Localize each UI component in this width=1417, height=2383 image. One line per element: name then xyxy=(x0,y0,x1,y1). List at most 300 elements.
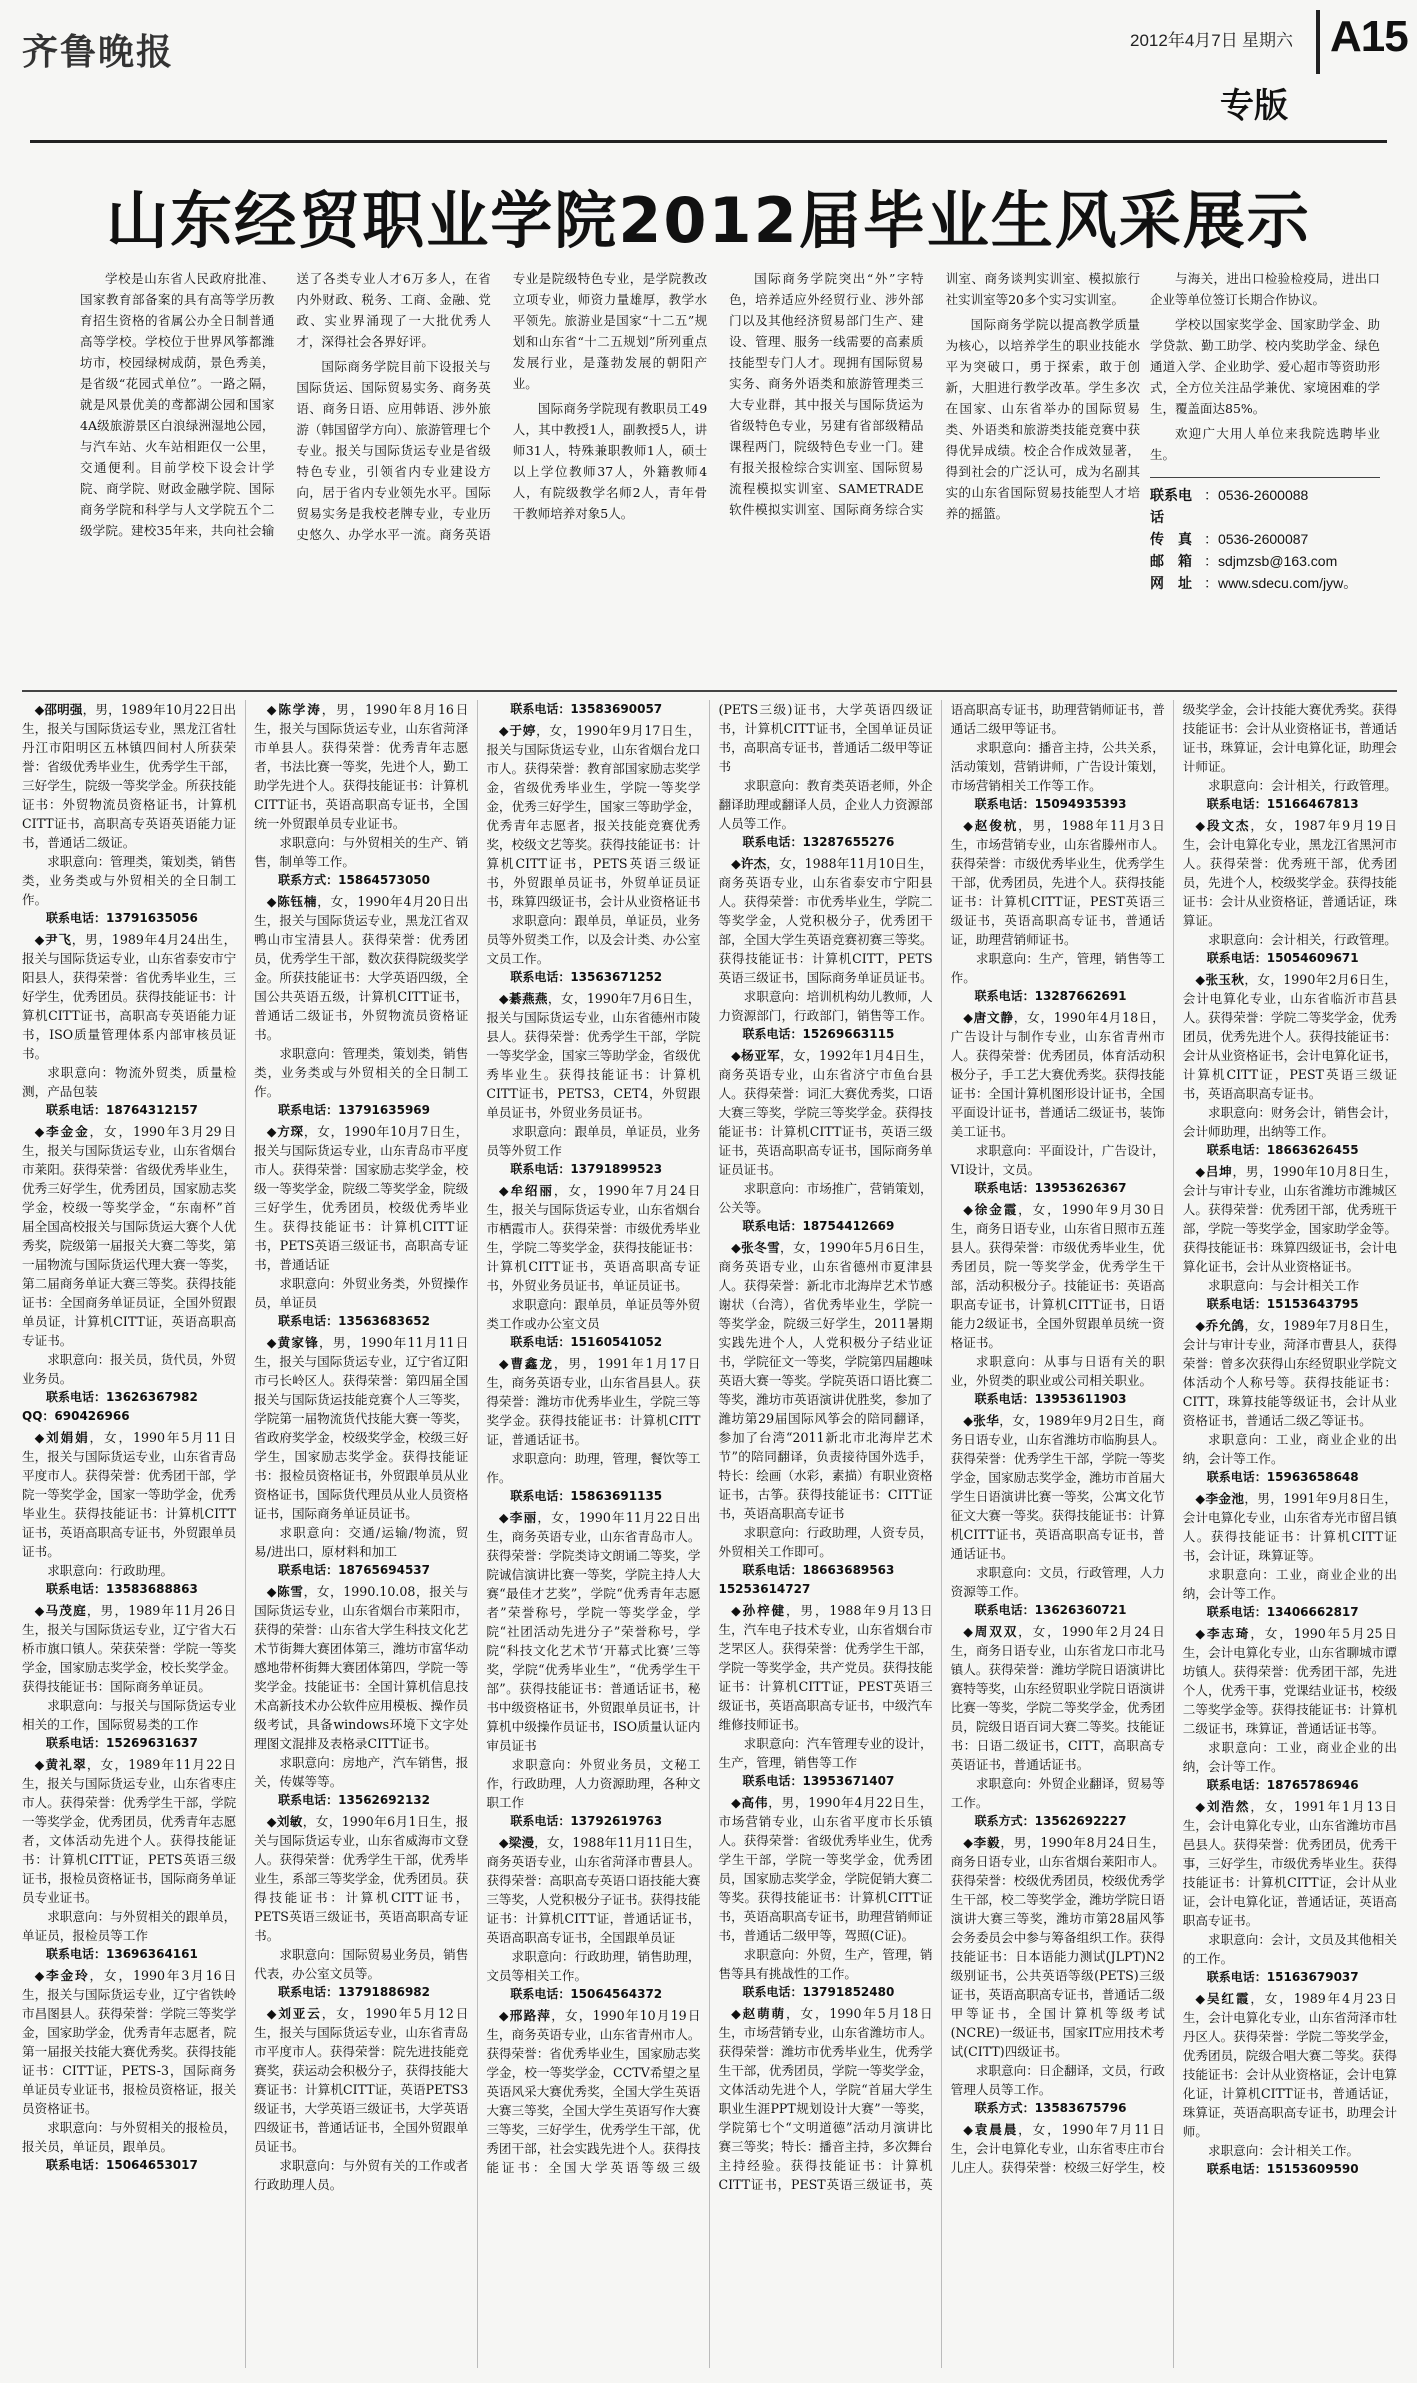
graduate-profile xyxy=(718,1793,932,1945)
graduate-name: 孙梓健 xyxy=(742,1603,787,1618)
graduate-intent: 求职意向：会计，文员及其他相关的工作。 xyxy=(1182,1932,1397,1966)
graduate-entry xyxy=(22,1601,236,1753)
graduate-details: 女，1990年5月12日生，报关与国际货运专业，山东省青岛市平度市人。获得荣誉：院先进技能竞赛奖，获运动会积极分子，获得技能大赛证书：计算机CITT证，英语PETS3级证书，大学英语三级证书，大学英语四级证书，普通话证书，全国外贸跟单员证书。 xyxy=(254,2006,469,2154)
graduate-entry xyxy=(254,1333,468,1580)
graduate-profile xyxy=(718,1238,932,1523)
graduate-phone: 联系电话：15064653017 xyxy=(46,2158,198,2172)
contact-paragraph: 学校以国家奖学金、国家助学金、助学贷款、勤工助学、校内奖助学金、绿色通道入学、企业助学、爱心超市等资助形式，全方位关注品学兼优、家境困难的学生，覆盖面达85%。 xyxy=(1150,317,1380,416)
graduate-name: 梁漫 xyxy=(508,1835,535,1850)
graduate-details: 女，1990年5月18日生，市场营销专业，山东省潍坊市人。获得荣誉：潍坊市优秀毕业生，优秀学生干部，优秀团员，学院一等奖学金，文体活动先进个人，学院“首届大学生职业生涯PPT规划设计大赛”一等奖，学院第七个“文明道德”活动月演讲比赛三等奖；特长：播音主持，多次舞台主持经验。获得技能证书：计算机CITT证书，PEST英语三级证书，英语高职高专证书，助理营销师证书，普通话二级甲等证书。 xyxy=(718,702,1165,2192)
graduate-profile xyxy=(951,1200,1165,1352)
graduate-profile xyxy=(486,1508,700,1755)
graduate-name: 邢路萍 xyxy=(509,2008,552,2023)
separator: ， xyxy=(768,1795,782,1810)
graduate-intent: 求职意向：与外贸相关的报检员，报关员，单证员，跟单员。 xyxy=(22,2120,237,2154)
graduate-details: 女，1988年11月10日生，商务英语专业，山东省泰安市宁阳县人。获得荣誉：市优秀毕业生，学院二等奖学金，人党积极分子，优秀团干部，全国大学生英语竞赛初赛三等奖。获得技能证书：计算机CITT，PETS英语三级证书，国际商务单证员证书。 xyxy=(718,856,933,985)
graduate-bullet: ◆ xyxy=(731,1048,742,1063)
graduate-details: 男，1989年10月22日出生，报关与国际货运专业，黑龙江省牡丹江市阳明区五林镇四间村人所获荣誉：省级优秀毕业生，优秀学生干部，三好学生，院级一等奖学金。所获技能证书：外贸物流员资格证书，计算机CITT证书，高职高专英语英语能力证书，普通话二级证。 xyxy=(22,702,237,850)
graduate-name: 黄家锋 xyxy=(277,1335,320,1350)
graduate-phone: 联系电话：13563683652 xyxy=(278,1314,431,1328)
graduate-intent: 求职意向：工业，商业企业的出纳，会计等工作。 xyxy=(1182,1432,1397,1466)
graduate-name: 李金池 xyxy=(1205,1491,1245,1506)
graduate-details: 女，1990年6月1日生，报关与国际货运专业，山东省威海市文登人。获得荣誉：优秀学生干部，优秀毕业生，系部三等奖学金，优秀团员。获得技能证书：计算机CITT证书，PETS英语三级证书，英语高职高专证书。 xyxy=(254,1814,469,1943)
graduate-intent: 求职意向：会计相关，行政管理。 xyxy=(1207,932,1397,947)
graduate-profile xyxy=(1183,816,1397,930)
graduate-phone: 联系电话：13626360721 xyxy=(974,1603,1127,1617)
graduate-phone: 联系电话：18663689563 15253614727 xyxy=(718,1563,907,1596)
graduate-details: 女，1990年5月25日生，会计电算化专业，山东省聊城市谭坊镇人。获得荣誉：优秀团干部，先进个人，优秀干事，党课结业证书，校级二等奖学金等。获得技能证书：计算机二级证书，珠算证，普通话证书等。 xyxy=(1182,1626,1397,1736)
separator: ， xyxy=(780,1048,794,1063)
graduate-details: 男，1988年9月13日生，汽车电子技术专业，山东省烟台市芝罘区人。获得荣誉：优秀学生干部，学院一等奖学金，共产党员。获得技能证书：计算机CITT证，PEST英语三级证书，英语高职高专证书，中级汽车维修技师证书。 xyxy=(718,1603,933,1732)
graduate-name: 陈学涛 xyxy=(278,702,322,717)
graduate-name: 袁晨晨 xyxy=(974,2122,1019,2137)
graduate-phone: 联系电话：13696364161 xyxy=(46,1947,198,1961)
separator: ， xyxy=(302,1814,316,1829)
graduate-name: 刘浩然 xyxy=(1206,1799,1251,1814)
contact-fax-value: ：0536-2600087 xyxy=(1204,531,1309,547)
graduate-intent: 求职意向：跟单员，单证员，业务员等外贸工作 xyxy=(486,1124,701,1158)
graduate-bullet: ◆ xyxy=(34,1603,46,1618)
issue-weekday: 星期六 xyxy=(1242,31,1293,50)
graduate-name: 唐文静 xyxy=(973,1010,1014,1025)
graduate-bullet: ◆ xyxy=(731,1240,742,1255)
graduate-bullet: ◆ xyxy=(266,2006,279,2021)
graduate-name: 李毅 xyxy=(973,1835,1001,1850)
graduate-profile xyxy=(1183,1624,1397,1738)
graduate-intent: 求职意向：行政助理，人资专员，外贸相关工作即可。 xyxy=(718,1525,933,1559)
graduate-details: 女，1990年11月22日出生，商务英语专业，山东省青岛市人。获得荣誉：学院类诗文朗诵二等奖，学院诚信演讲比赛一等奖，学院主持人大赛“最佳才艺奖”，学院“优秀青年志愿者”荣誉称号，学院一等奖学金，学院“社团活动先进分子”荣誉称号，学院“科技文化艺术节‘开幕式比赛’三等奖，学院“优秀毕业生”，“优秀学生干部”。获得技能证书：普通话证书，秘书中级资格证书，外贸跟单员证书，计算机中级操作员证书，ISO质量认证内审员证书 xyxy=(486,1510,701,1753)
graduate-intent: 求职意向：与外贸相关的生产、销售，制单等工作。 xyxy=(254,835,469,869)
graduate-details: 男，1990年8月24日生，商务日语专业，山东省烟台莱阳市人。获得荣誉：校级优秀团员，校级优秀学生干部，校二等奖学金，潍坊学院日语演讲大赛三等奖，潍坊市第28届风筝会务委员会中参与筹备组织工作。获得技能证书：日本语能力测试(JLPT)N2级别证书，公共英语等级(PETS)三级证书，英语高职高专证书，普通话二级甲等证书，全国计算机等级考试(NCRE)一级证书，国家IT应用技术考试(CITT)四级证书。 xyxy=(950,1835,1165,2059)
graduate-phone: 联系电话：18765694537 xyxy=(278,1563,431,1577)
graduate-details: 女，1988年11月11日生，商务英语专业，山东省菏泽市曹县人。获得荣誉：高职高专英语口语技能大赛三等奖，人党积极分子证书。获得技能证书：计算机CITT证，普通话证书，英语高职高专证书，全国跟单员证 xyxy=(486,1835,701,1945)
graduate-name: 吕坤 xyxy=(1205,1164,1233,1179)
graduate-intent: 求职意向：外贸业务类，外贸操作员，单证员 xyxy=(254,1276,469,1310)
graduate-details: 女，1990年3月16日生，报关与国际货运专业，辽宁省铁岭市昌图县人。获得荣誉：学院三等奖学金，国家助学金，优秀青年志愿者，院第一届报关技能大赛优秀奖。获得技能证书：CITT证，PETS-3，国际商务单证员专业证书，报检员资格证，报关员资格证书。 xyxy=(22,1968,237,2116)
graduate-intent: 求职意向：外贸业务员，文秘工作，行政助理，人力资源助理，各种文职工作 xyxy=(486,1757,701,1810)
graduate-profile xyxy=(951,1833,1165,2061)
graduate-name: 于婷 xyxy=(509,723,537,738)
graduate-intent: 求职意向：工业，商业企业的出纳，会计等工作。 xyxy=(1182,1567,1397,1601)
separator: ， xyxy=(1244,972,1258,987)
graduate-entry xyxy=(486,1833,700,2004)
graduate-entry xyxy=(1183,1624,1397,1795)
graduate-bullet: ◆ xyxy=(963,2122,975,2137)
graduate-profile xyxy=(22,1601,236,1696)
graduate-intent: 求职意向：会计相关，行政管理。 xyxy=(1207,778,1397,793)
graduate-details: 男，1990年10月8日生，会计与审计专业，山东省潍坊市潍城区人。获得荣誉：优秀团干部，优秀班干部，学院一等奖学金，国家助学金等。获得技能证书：珠算四级证书，会计电算化证书，会计从业资格证书。 xyxy=(1182,1164,1397,1274)
section-label: 专版 xyxy=(1220,86,1288,126)
graduate-intent: 求职意向：培训机构幼儿教师，人力资源部门，行政部门，销售等工作。 xyxy=(718,989,933,1023)
graduate-bullet: ◆ xyxy=(266,1584,278,1599)
graduate-entry xyxy=(22,1428,236,1599)
headline-band xyxy=(30,140,1387,263)
graduate-entry xyxy=(486,1354,700,1506)
graduate-intent: 求职意向：财务会计，销售会计，会计师助理，出纳等工作。 xyxy=(1182,1105,1397,1139)
contact-phone xyxy=(1150,484,1380,528)
graduate-phone: 联系电话：13791899523 xyxy=(510,1162,663,1176)
separator: ， xyxy=(551,2008,565,2023)
graduate-phone: 联系电话：13791635969 xyxy=(278,1103,431,1117)
graduate-entry xyxy=(1183,1797,1397,1987)
graduate-bullet: ◆ xyxy=(1195,1164,1206,1179)
separator: ， xyxy=(1232,1164,1246,1179)
graduate-bullet: ◆ xyxy=(266,1124,278,1139)
graduate-profile xyxy=(1183,1162,1397,1276)
graduate-profile xyxy=(718,1046,932,1179)
graduate-details: 女，1989年11月22日生，报关与国际货运专业，山东省枣庄市人。获得荣誉：优秀学生干部，学院一等奖学金，优秀团员，优秀青年志愿者，文体活动先进个人。获得技能证书：计算机CITT证，PETS英语三级证书，报检员资格证书，国际商务单证员专业证书。 xyxy=(22,1757,237,1905)
graduate-entry xyxy=(951,1833,1165,2118)
graduate-details: 女，1990年3月29日生，报关与国际货运专业，山东省烟台市莱阳。获得荣誉：省级优秀毕业生，优秀三好学生，优秀团员，国家励志奖学金，校级一等奖学金，“东南杯”首届全国高校报关与国际货运大赛个人优秀奖，院级第一届报关大赛二等奖，第一届物流与国际货运代理大赛一等奖，第二届商务单证大赛三等奖。获得技能证书：全国商务单证员证，全国外贸跟单员证，计算机CITT证，英语高职高专证书。 xyxy=(22,1124,237,1348)
graduate-profile xyxy=(486,1181,700,1295)
graduate-details: 女，1990年9月17日生，报关与国际货运专业，山东省烟台龙口市人。获得荣誉：教育部国家励志奖学金，省级优秀毕业生，学院一等奖学金，优秀三好学生，国家三等助学金，优秀青年志愿者，报关技能竞赛优秀奖，校级文艺等奖。获得技能证书：计算机CITT证书，PETS英语三级证书，外贸跟单员证书，外贸单证员证书，珠算四级证书，会计从业资格证书 xyxy=(486,723,701,909)
contact-mail xyxy=(1150,550,1380,572)
graduate-profile xyxy=(951,1622,1165,1774)
graduate-bullet: ◆ xyxy=(34,1968,47,1983)
graduate-phone: 联系电话：13287662691 xyxy=(974,989,1127,1003)
graduate-details: 男，1991年9月8日生，会计电算化专业，山东省寿光市留吕镇人。获得技能证书：计算机CITT证书，会计证，珠算证等。 xyxy=(1182,1491,1397,1563)
intro-paragraph: 国际商务学院目前下设报关与国际货运、国际贸易实务、商务英语、商务日语、应用韩语、涉外旅游（韩国留学方向）、旅游管理七个专业。报关与国际货运专业是省级特色专业，引领省内专业建设方向，居于省内专业领先水平。国际贸易实务是我校老牌专业，专业历史悠久、办学水平一流。商务英语专业是院级特色专业，是学院教改立项专业，师资力量雄厚，教学水平领先。旅游业是国家“十二五”规划和山东省“十二五规划”所列重点发展行业，是蓬勃发展的朝阳产业。 xyxy=(296,271,708,542)
graduate-name: 张玉秋 xyxy=(1205,972,1245,987)
graduate-entry xyxy=(951,1008,1165,1198)
graduate-bullet: ◆ xyxy=(1195,1799,1207,1814)
separator: ， xyxy=(534,1835,547,1850)
graduate-entry xyxy=(254,1122,468,1331)
graduate-name: 许杰 xyxy=(740,856,767,871)
graduate-profile xyxy=(718,1601,932,1734)
graduate-intent: 求职意向：外贸企业翻译，贸易等工作。 xyxy=(950,1776,1165,1810)
separator: ， xyxy=(1250,1991,1265,2006)
graduate-phone: 联系方式：13583675796 xyxy=(974,2101,1127,2115)
graduate-phone: 联系电话：15163679037 xyxy=(1206,1970,1359,1984)
graduate-entry xyxy=(718,854,932,1044)
graduate-phone: 联系电话：15269663115 xyxy=(742,1027,895,1041)
graduate-bullet: ◆ xyxy=(34,1430,47,1445)
contact-column xyxy=(1150,268,1380,594)
graduate-intent: 求职意向：与外贸有关的工作或者行政助理人员。 xyxy=(254,2158,469,2192)
contact-web-value[interactable]: ：www.sdecu.com/jyw。 xyxy=(1204,575,1358,591)
graduate-entry xyxy=(486,721,700,987)
separator: ， xyxy=(999,1413,1013,1428)
separator: ， xyxy=(1244,1318,1258,1333)
graduate-profile xyxy=(1183,1797,1397,1930)
newspaper-logo: 齐鲁晚报 xyxy=(22,31,175,73)
graduate-details: 男，1989年11月26日生，报关与国际货运专业，辽宁省大石桥市旗口镇人。荣获荣誉：学院一等奖学金，国家励志奖学金，校长奖学金。获得技能证书：国际商务单证员。 xyxy=(22,1603,237,1694)
graduate-profile xyxy=(486,721,700,911)
graduate-phone: 联系电话：15863691135 xyxy=(510,1489,663,1503)
separator: ， xyxy=(86,1757,101,1772)
graduate-name: 高伟 xyxy=(741,1795,769,1810)
graduate-phone: 联系电话：13953611903 xyxy=(974,1392,1127,1406)
graduate-details: 男，1989年4月24出生，报关与国际货运专业，山东省泰安市宁阳县人，获得荣誉：省优秀毕业生，三好学生，优秀团员。获得技能证书：计算机CITT证书，高职高专英语能力证书，ISO质量管理体系内部审核员证书。 xyxy=(22,932,237,1061)
graduate-bullet: ◆ xyxy=(731,2006,743,2021)
graduate-profile xyxy=(951,1008,1165,1141)
graduate-details: 女，1989年4月23日生，会计电算化专业，山东省菏泽市牡丹区人。获得荣誉：学院二等奖学金，优秀团员，院级合唱大赛二等奖。获得技能证书：会计从业资格证，会计电算化证，计算机CITT证书，普通话证，珠算证，英语高职高专证书，助理会计师。 xyxy=(1182,1991,1397,2139)
graduate-name: 方琛 xyxy=(277,1124,304,1139)
graduate-name: 张冬雪 xyxy=(741,1240,781,1255)
graduate-phone: 联系电话：18754412669 xyxy=(742,1219,895,1233)
graduate-bullet: ◆ xyxy=(731,1795,742,1810)
graduate-bullet: ◆ xyxy=(498,1835,509,1850)
graduate-bullet: ◆ xyxy=(963,1010,974,1025)
separator: ， xyxy=(1000,1835,1014,1850)
graduate-entry xyxy=(254,700,468,890)
separator: ， xyxy=(303,1584,317,1599)
separator: ， xyxy=(1244,1491,1258,1506)
graduate-details: 女，1990年7月6日生，报关与国际货运专业，山东省德州市陵县人。获得荣誉：优秀学生干部，学院一等奖学金，国家三等助学金，省级优秀毕业生。获得技能证书：计算机CITT证书，PETS3，CET4，外贸跟单员证书，外贸业务员证书。 xyxy=(486,991,701,1120)
graduate-name: 周双双 xyxy=(974,1624,1019,1639)
graduate-details: 男，1990年11月11日生，报关与国际货运专业，辽宁省辽阳市弓长岭区人。获得荣誉：第四届全国报关与国际货运技能竞赛个人三等奖，学院第一届物流货代技能大赛一等奖，省政府奖学金，校级奖学金，校级三好学生，国家励志奖学金。获得技能证书：报检员资格证书，外贸跟单员从业资格证书，国际货代理员从业人员资格证书，国际商务单证员证书。 xyxy=(254,1335,469,1521)
graduate-details: 女，1990年2月6日生，会计电算化专业，山东省临沂市莒县人。获得荣誉：学院二等奖学金，优秀团员，优秀先进个人。获得技能证书：会计从业资格证书，会计电算化证书，计算机CITT证，PEST英语三级证书，英语高职高专证书。 xyxy=(1182,972,1397,1101)
graduate-details: 女，1990年7月24日生，报关与国际货运专业，山东省烟台市栖霞市人。获得荣誉：市级优秀毕业生，学院二等奖学金，获得技能证书：计算机CITT证书，英语高职高专证书，外贸业务员证书，单证员证书。 xyxy=(486,1183,701,1293)
graduate-profile xyxy=(1183,970,1397,1103)
graduate-profile xyxy=(1183,1316,1397,1430)
graduate-bullet: ◆ xyxy=(498,991,509,1006)
separator: ， xyxy=(1018,1202,1033,1217)
graduate-phone: 联系电话：15054609671 xyxy=(1206,951,1359,965)
graduate-intent: 求职意向：跟单员，单证员，业务员等外贸类工作，以及会计类、办公室文员工作。 xyxy=(486,913,701,966)
graduate-profile xyxy=(254,1122,468,1274)
graduate-bullet: ◆ xyxy=(963,1835,974,1850)
graduate-name: 刘娟娟 xyxy=(46,1430,90,1445)
graduate-intent: 求职意向：市场推广，营销策划，公关等。 xyxy=(718,1181,933,1215)
graduate-name: 吴红霞 xyxy=(1206,1991,1251,2006)
graduate-bullet: ◆ xyxy=(1195,1491,1206,1506)
graduate-entry xyxy=(254,1582,468,1810)
graduate-entry xyxy=(1183,1162,1397,1314)
graduate-bullet: ◆ xyxy=(731,856,741,871)
graduate-profile xyxy=(951,816,1165,949)
graduate-profile xyxy=(22,1428,236,1561)
graduate-details: 女，1990年9月30日生，商务日语专业，山东省日照市五莲县人。获得荣誉：市级优秀毕业生，优秀团员，院一等奖学金，优秀学生干部，活动积极分子。技能证书：英语高职高专证书，计算机CITT证书，日语能力2级证书，全国外贸跟单员统一资格证书。 xyxy=(950,1202,1165,1350)
graduate-name: 尹飞 xyxy=(45,932,72,947)
graduate-bullet: ◆ xyxy=(963,818,975,833)
graduate-phone: 联系电话：13791886982 xyxy=(278,1985,431,1999)
contact-paragraph: 欢迎广大用人单位来我院选聘毕业生。 xyxy=(1150,426,1380,462)
separator: ， xyxy=(319,1335,333,1350)
graduate-phone: 联系电话：13583688863 xyxy=(46,1582,198,1596)
graduate-phone: 联系电话：13953671407 xyxy=(742,1774,895,1788)
graduate-phone: 联系电话：18663626455 xyxy=(1206,1143,1359,1157)
intro-paragraph: 国际商务学院以提高教学质量为核心，以培养学生的职业技能水平为突破口，勇于探索，敢于创新，大胆进行教学改革。学生多次在国家、山东省举办的国际贸易类、外语类和旅游类技能竞赛中获得优异成绩。校企合作成效显著，得到社会的广泛认可，成为名副其实的山东省国际贸易技能型人才培养的摇篮。 xyxy=(945,317,1140,521)
graduate-entry xyxy=(951,816,1165,1006)
graduate-details: 男，1988年11月3日生，市场营销专业，山东省滕州市人。获得荣誉：市级优秀毕业生，优秀学生干部，优秀团员，先进个人。获得技能证书：计算机CITT证，PEST英语三级证书，英语高职高专证书，普通话证，助理营销师证书。 xyxy=(950,818,1165,947)
graduate-bullet: ◆ xyxy=(1195,1318,1206,1333)
graduate-profile xyxy=(254,2004,468,2156)
separator: ， xyxy=(89,1430,105,1445)
graduate-intent: 求职意向：教育类英语老师，外企翻译助理或翻译人员，企业人力资源部人员等工作。 xyxy=(718,778,933,831)
contact-fax xyxy=(1150,528,1380,550)
graduate-phone: 联系电话：13626367982 QQ：690426966 xyxy=(22,1390,210,1423)
graduate-name: 段文杰 xyxy=(1206,818,1251,833)
separator: ， xyxy=(86,1603,101,1618)
masthead-divider xyxy=(1316,10,1320,74)
graduate-entry xyxy=(718,1601,932,1791)
separator: ， xyxy=(537,1510,552,1525)
intro-article xyxy=(80,268,1140,668)
graduate-entry xyxy=(254,1812,468,2002)
graduate-intent: 求职意向：日企翻译，文员，行政管理人员等工作。 xyxy=(950,2063,1165,2097)
contact-mail-label: 邮 箱 xyxy=(1150,553,1192,569)
graduate-intent: 求职意向：助理，管理，餐饮等工作。 xyxy=(486,1451,701,1485)
graduate-entry xyxy=(1183,1489,1397,1622)
graduate-profile xyxy=(486,1354,700,1449)
graduate-phone: 联系电话：13562692132 xyxy=(278,1793,431,1807)
graduate-name: 牟绍丽 xyxy=(510,1183,554,1198)
graduate-phone: 联系电话：13563671252 xyxy=(510,970,663,984)
separator: ， xyxy=(1250,1626,1265,1641)
graduate-details: 女，1990年2月24日生，商务日语专业，山东省龙口市北马镇人。获得荣誉：潍坊学院日语演讲比赛特等奖，山东经贸职业学院日语演讲比赛一等奖，学院二等奖学金，优秀团员，院级日语百词大赛二等奖。技能证书：日语二级证书，CITT，高职高专英语证书，普通话证书。 xyxy=(950,1624,1165,1772)
graduate-profile xyxy=(951,1411,1165,1563)
graduate-bullet: ◆ xyxy=(266,702,279,717)
separator: ， xyxy=(89,1124,105,1139)
graduate-name: 杨亚军 xyxy=(741,1048,781,1063)
graduate-name: 徐金霞 xyxy=(974,1202,1019,1217)
separator: ， xyxy=(321,702,337,717)
graduate-bullet: ◆ xyxy=(498,2008,510,2023)
separator: ， xyxy=(786,2006,801,2021)
graduate-bullet: ◆ xyxy=(34,932,46,947)
graduate-phone: 联系电话：15166467813 xyxy=(1206,797,1359,811)
separator: ， xyxy=(536,723,550,738)
graduate-intent: 求职意向：报关员，货代员，外贸业务员。 xyxy=(22,1352,237,1386)
graduate-bullet: ◆ xyxy=(34,1124,47,1139)
graduate-bullet: ◆ xyxy=(963,1413,974,1428)
separator: ， xyxy=(321,2006,337,2021)
graduate-bullet: ◆ xyxy=(498,1356,511,1371)
separator: ， xyxy=(317,894,331,909)
contact-paragraph: 与海关，进出口检验检疫局，进出口企业等单位签订长期合作协议。 xyxy=(1150,271,1380,307)
graduate-profile xyxy=(1183,1989,1397,2141)
graduate-details: 女，1990.10.08，报关与国际货运专业，山东省烟台市莱阳市，获得的荣誉：山东省大学生科技文化艺术节街舞大赛团体第三，潍坊市富华动感地带杯街舞大赛团体第四，学院一等奖学金。技能证书：全国计算机信息技术高新技术办公软件应用模板、操作员级考试，具备windows环境下文字处理图文混排及表格录CITT证书。 xyxy=(254,1584,469,1751)
graduate-bullet: ◆ xyxy=(1195,818,1207,833)
graduate-entry xyxy=(951,1622,1165,1831)
intro-paragraph: 国际商务学院现有教职员工49人，其中教授1人，副教授5人，讲师31人，特殊兼职教师1人，硕士以上学位教师37人，外籍教师4人，有院级教学名师2人，青年骨干教师培养对象5人。 xyxy=(512,401,708,521)
graduate-entry xyxy=(1183,970,1397,1160)
graduate-intent: 求职意向：播音主持，公共关系，活动策划，营销讲师，广告设计策划，市场营销相关工作等工作。 xyxy=(950,740,1165,793)
graduate-phone: 联系电话：13406662817 xyxy=(1206,1605,1359,1619)
graduate-entry xyxy=(22,1755,236,1964)
graduate-profile xyxy=(254,700,468,833)
graduate-profile xyxy=(254,1333,468,1523)
graduate-intent: 求职意向：行政助理。 xyxy=(47,1563,174,1578)
graduate-profile xyxy=(254,892,468,1044)
graduate-bullet: ◆ xyxy=(498,723,510,738)
graduate-profile xyxy=(22,700,236,852)
graduate-details: 女，1990年10月7日生，报关与国际货运专业，山东青岛市平度市人。获得荣誉：国家励志奖学金，校级一等奖学金，院级二等奖学金，院级三好学生，优秀团员，校级优秀毕业生。获得技能证书：计算机CITT证书，PETS英语三级证书，高职高专证书，普通话证 xyxy=(254,1124,469,1272)
contact-fax-label: 传 真 xyxy=(1150,531,1192,547)
graduate-details: 女，1987年9月19日生，会计电算化专业，黑龙江省黑河市人。获得荣誉：优秀班干部，优秀团员，先进个人，校级奖学金。获得技能证书：会计从业资格证，普通话证，珠算证。 xyxy=(1182,818,1397,928)
graduate-bullet: ◆ xyxy=(1195,1626,1207,1641)
graduate-phone: 联系电话：15269631637 xyxy=(46,1736,198,1750)
page-headline: 山东经贸职业学院2012届毕业生风采展示 xyxy=(106,184,1311,257)
masthead xyxy=(0,0,1417,140)
graduate-profile xyxy=(486,1833,700,1947)
separator: ， xyxy=(766,856,780,871)
graduate-intent: 求职意向：会计相关工作。 xyxy=(1207,2143,1360,2158)
graduate-profile xyxy=(22,1755,236,1907)
graduate-phone: 联系电话：13792619763 xyxy=(510,1814,663,1828)
graduate-name: 赵萌萌 xyxy=(742,2006,787,2021)
graduate-bullet: ◆ xyxy=(34,702,45,717)
graduate-profile xyxy=(22,1966,236,2118)
graduate-name: 曹鑫龙 xyxy=(510,1356,554,1371)
graduate-profile xyxy=(22,930,236,1063)
separator: ， xyxy=(1250,818,1265,833)
graduate-phone: 联系电话：13953626367 xyxy=(974,1181,1127,1195)
graduate-name: 綦燕燕 xyxy=(508,991,548,1006)
graduate-name: 邵明强 xyxy=(44,702,83,717)
graduate-name: 黄礼翠 xyxy=(45,1757,87,1772)
separator: ， xyxy=(89,1968,105,1983)
graduate-intent: 求职意向：与会计相关工作 xyxy=(1207,1278,1360,1293)
graduate-name: 张华 xyxy=(973,1413,1000,1428)
graduate-bullet: ◆ xyxy=(498,1510,510,1525)
contact-phone-value: ：0536-2600088 xyxy=(1204,487,1309,503)
graduate-name: 李丽 xyxy=(509,1510,538,1525)
graduate-phone: 联系方式：15864573050 xyxy=(278,873,431,887)
graduate-bullet: ◆ xyxy=(266,1335,278,1350)
graduate-details: 女，1990年10月19日生，商务英语专业，山东省青州市人。获得荣誉：省优秀毕业生，国家励志奖学金，校一等奖学金，CCTV希望之星英语风采大赛优秀奖，全国大学生英语大赛三等奖，全国大学生英语写作大赛三等奖，三好学生，优秀学生干部，优秀团干部，社会实践先进个人。获得技能证书：全国大学英语等级三级(PETS三级)证书，大学英语四级证书，计算机CITT证书，全国单证员证书，高职高专证书，普通话二级甲等证书 xyxy=(486,702,933,2175)
graduate-entry xyxy=(486,1181,700,1352)
graduate-intent: 求职意向：物流外贸类，质量检测，产品包装 xyxy=(22,1065,237,1099)
separator: ， xyxy=(553,1183,569,1198)
graduate-entry xyxy=(486,1508,700,1831)
graduate-name: 刘敏 xyxy=(276,1814,303,1829)
graduate-details: 女，1990年4月20日出生，报关与国际货运专业，黑龙江省双鸭山市宝清县人。获得荣誉：优秀团员，优秀学生干部，数次获得院级奖学金。所获技能证书：大学英语四级，全国公共英语五级，计算机CITT证书，普通话二级证书，外贸物流员资格证书。 xyxy=(254,894,469,1042)
graduate-name: 马茂庭 xyxy=(45,1603,87,1618)
graduate-name: 李志琦 xyxy=(1206,1626,1251,1641)
graduate-intent: 求职意向：文员，行政管理，人力资源等工作。 xyxy=(950,1565,1165,1599)
graduate-bullet: ◆ xyxy=(963,1624,975,1639)
graduate-phone: 联系电话：18765786946 xyxy=(1206,1778,1359,1792)
graduate-intent: 求职意向：跟单员，单证员等外贸类工作或办公室文员 xyxy=(486,1297,701,1331)
graduate-intent: 求职意向：与外贸相关的跟单员，单证员，报检员等工作 xyxy=(22,1909,237,1943)
graduate-intent: 求职意向：交通/运输/物流，贸易/进出口，原材料和加工 xyxy=(254,1525,469,1559)
issue-date: 2012年4月7日 xyxy=(1130,31,1238,50)
graduate-details: 女，1991年1月13日生，会计电算化专业，山东省潍坊市昌邑县人。获得荣誉：优秀团员，优秀干事，三好学生，市级优秀毕业生。获得技能证书：计算机CITT证，会计从业证，会计电算化证，普通话证，英语高职高专证书。 xyxy=(1182,1799,1397,1928)
graduate-phone: 联系电话：15153609590 xyxy=(1206,2162,1359,2176)
graduate-bullet: ◆ xyxy=(1195,1991,1207,2006)
graduate-bullet: ◆ xyxy=(731,1603,743,1618)
graduate-bullet: ◆ xyxy=(266,894,278,909)
graduate-intent: 求职意向：工业，商业企业的出纳，会计等工作。 xyxy=(1182,1740,1397,1774)
graduate-name: 赵俊杭 xyxy=(974,818,1019,833)
graduate-phone: 联系电话：13287655276 xyxy=(742,835,895,849)
separator: ， xyxy=(303,1124,318,1139)
contact-mail-value[interactable]: ：sdjmzsb@163.com xyxy=(1204,553,1338,569)
graduate-name: 刘亚云 xyxy=(278,2006,322,2021)
graduate-profile xyxy=(486,989,700,1122)
contact-box xyxy=(1150,477,1380,594)
graduate-details: 男，1990年4月22日生，市场营销专业，山东省平度市长乐镇人。获得荣誉：省级优秀毕业生，优秀学生干部，学院一等奖学金，优秀团员，国家励志奖学金，学院促销大赛二等奖。获得技能证书：计算机CITT证书，英语高职高专证书，助理营销师证书，普通话二级甲等，驾照(C证)。 xyxy=(718,1795,933,1943)
graduate-phone: 联系电话：15153643795 xyxy=(1206,1297,1359,1311)
graduate-intent: 求职意向：外贸，生产，管理，销售等具有挑战性的工作。 xyxy=(718,1947,933,1981)
graduate-details: 女，1990年5月6日生，商务英语专业，山东省德州市夏津县人。获得荣誉：新北市北海岸艺术节感谢状（台湾），省优秀毕业生，学院一等奖学金，院级三好学生，2011暑期实践先进个人，人党积极分子结业证书，学院征文一等奖，学院第四届趣味英语大赛一等奖。学院英语口语比赛二等奖，潍坊市英语演讲优胜奖，参加了潍坊第29届国际风筝会的陪同翻译，参加了台湾“2011新北市北海岸艺术节”的陪同翻译，负责接待国外选手，特长：绘画（水彩，素描）有职业资格证书，古筝。获得技能证书：CITT证书，英语高职高专证书 xyxy=(718,1240,933,1521)
graduate-bullet: ◆ xyxy=(498,1183,511,1198)
graduate-entry xyxy=(254,892,468,1120)
separator: ， xyxy=(553,1356,569,1371)
graduate-name: 陈雪 xyxy=(277,1584,304,1599)
separator: ， xyxy=(786,1603,801,1618)
graduate-intent: 求职意向：从事与日语有关的职业，外贸类的职业或公司相关职业。 xyxy=(950,1354,1165,1388)
page-number: A15 xyxy=(1330,12,1408,61)
graduate-bullet: ◆ xyxy=(266,1814,277,1829)
intro-paragraph: 国际商务学院突出“外”字特色，培养适应外经贸行业、涉外部门以及其他经济贸易部门生产、建设、管理、服务一线需要的高素质技能型专门人才。现拥有国际贸易实务、商务外语类和旅游管理类三大专业群，其中报关与国际货运为省级特色专业，另建有省部级精品课程两门，院级特色专业一门。建有报关报检综合实训室、国际贸易流程模拟实训室、SAMETRADE软件模拟实训室、国际商务综合实训室、商务谈判实训室、模拟旅行社实训室等20多个实习实训室。 xyxy=(729,271,1140,517)
graduate-entry xyxy=(22,700,236,928)
graduate-details: 女，1989年7月8日生，会计与审计专业，菏泽市曹县人，获得荣誉：曾多次获得山东经贸职业学院文体活动个人称号等。获得技能证书：CITT，珠算技能等级证书，会计从业资格证书，普通话二级乙等证书。 xyxy=(1182,1318,1397,1428)
graduate-phone: 联系电话：18764312157 xyxy=(46,1103,198,1117)
